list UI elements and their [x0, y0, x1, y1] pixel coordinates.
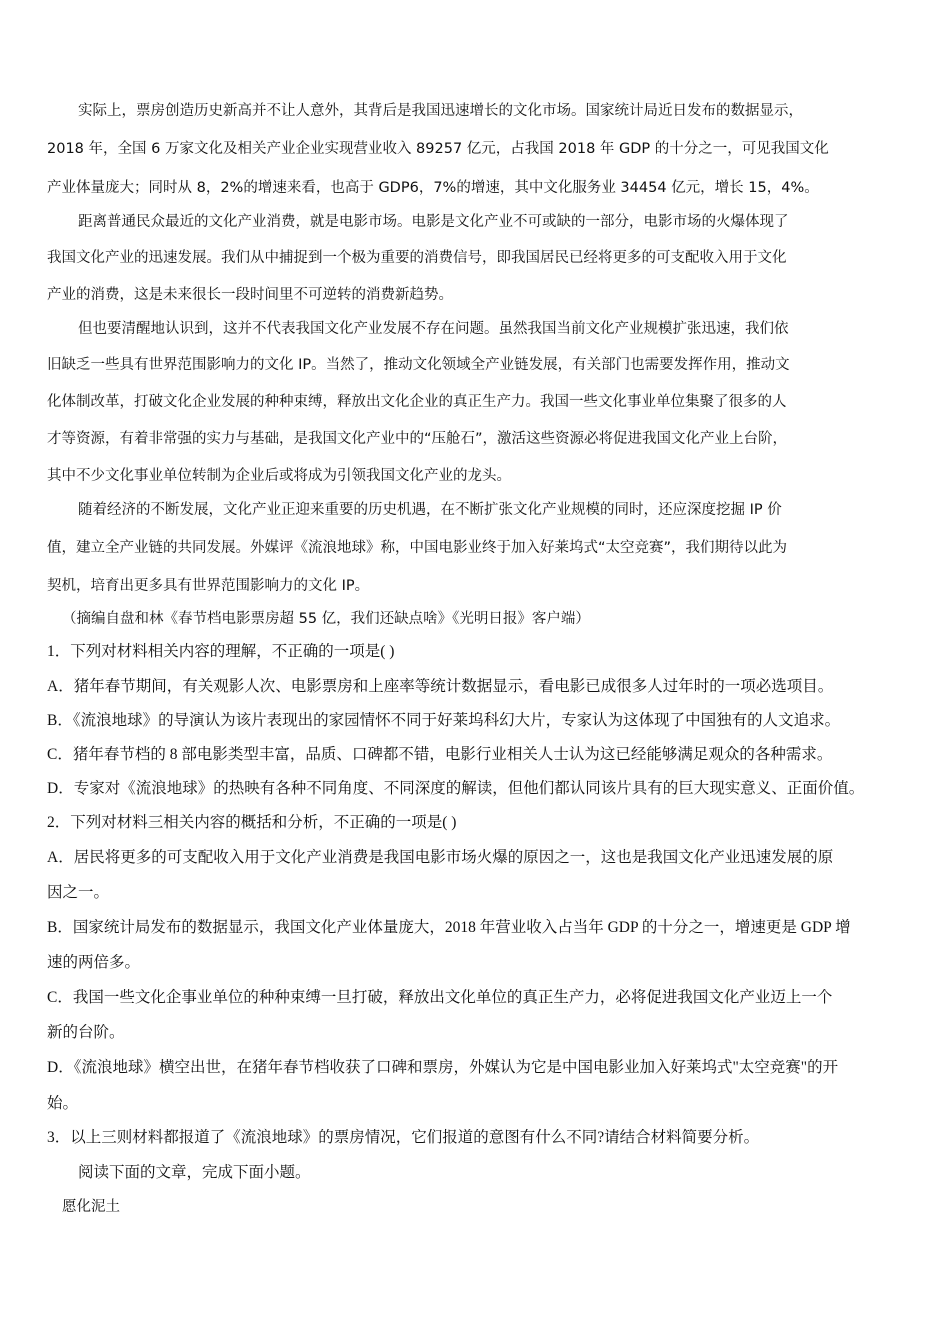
question-1-option-d: D．专家对《流浪地球》的热映有各种不同角度、不同深度的解读，但他们都认同该片具有的巨大现实意义、正面价值。: [47, 780, 865, 797]
question-3-stem: 3．以上三则材料都报道了《流浪地球》的票房情况，它们报道的意图有什么不同?请结合材料简要分析。: [47, 1129, 760, 1146]
article-title: 愿化泥土: [62, 1199, 120, 1215]
passage-p3-line3: 化体制改革，打破文化企业发展的种种束缚，释放出文化企业的真正生产力。我国一些文化事业单位集聚了很多的人: [47, 394, 787, 410]
passage-p3-line4: 才等资源，有着非常强的实力与基础，是我国文化产业中的“压舱石”，激活这些资源必将促进我国文化产业上台阶，: [47, 431, 788, 447]
question-2-stem: 2．下列对材料三相关内容的概括和分析，不正确的一项是( ): [47, 814, 457, 831]
question-1-option-a: A．猪年春节期间，有关观影人次、电影票房和上座率等统计数据显示，看电影已成很多人过年时的一项必选项目。: [47, 678, 834, 695]
passage-p2-line1: 距离普通民众最近的文化产业消费，就是电影市场。电影是文化产业不可或缺的一部分，电影市场的火爆体现了: [78, 214, 789, 230]
question-1-option-b: B．《流浪地球》的导演认为该片表现出的家园情怀不同于好莱坞科幻大片，专家认为这体现了中国独有的人文追求。: [47, 712, 841, 729]
question-2-option-c-line2: 新的台阶。: [47, 1024, 125, 1041]
question-2-option-a-line2: 因之一。: [47, 884, 110, 901]
passage-p2-line2: 我国文化产业的迅速发展。我们从中捕捉到一个极为重要的消费信号，即我国居民已经将更多的可支配收入用于文化: [47, 250, 787, 266]
passage-p1-line1: 实际上，票房创造历史新高并不让人意外，其背后是我国迅速增长的文化市场。国家统计局近日发布的数据显示，: [78, 103, 803, 119]
question-2-option-d-line2: 始。: [47, 1095, 79, 1112]
passage-p3-line1: 但也要清醒地认识到，这并不代表我国文化产业发展不存在问题。虽然我国当前文化产业规模扩张迅速，我们依: [78, 321, 789, 337]
passage-p4-line2: 值，建立全产业链的共同发展。外媒评《流浪地球》称，中国电影业终于加入好莱坞式“太空竞赛”，我们期待以此为: [47, 540, 788, 556]
passage-p4-line3: 契机，培育出更多具有世界范围影响力的文化 IP。: [47, 578, 370, 594]
passage-p1-line2: 2018 年，全国 6 万家文化及相关产业企业实现营业收入 89257 亿元，占我国 2018 年 GDP 的十分之一，可见我国文化: [47, 141, 829, 157]
passage-p1-line3: 产业体量庞大；同时从 8，2%的增速来看，也高于 GDP6，7%的增速，其中文化服务业 34454 亿元，增长 15，4%。: [47, 180, 819, 196]
reading-instruction: 阅读下面的文章，完成下面小题。: [78, 1164, 311, 1181]
passage-p3-line2: 旧缺乏一些具有世界范围影响力的文化 IP。当然了，推动文化领域全产业链发展，有关部门也需要发挥作用，推动文: [47, 357, 790, 373]
question-2-option-a-line1: A．居民将更多的可支配收入用于文化产业消费是我国电影市场火爆的原因之一，这也是我国文化产业迅速发展的原: [47, 849, 834, 866]
passage-p3-line5: 其中不少文化事业单位转制为企业后或将成为引领我国文化产业的龙头。: [47, 468, 511, 484]
passage-p4-line1: 随着经济的不断发展，文化产业正迎来重要的历史机遇，在不断扩张文化产业规模的同时，还应深度挖掘 IP 价: [78, 502, 782, 518]
passage-p2-line3: 产业的消费，这是未来很长一段时间里不可逆转的消费新趋势。: [47, 287, 453, 303]
question-1-option-c: C．猪年春节档的 8 部电影类型丰富，品质、口碑都不错，电影行业相关人士认为这已经能够满足观众的各种需求。: [47, 746, 833, 763]
question-2-option-c-line1: C．我国一些文化企事业单位的种种束缚一旦打破，释放出文化单位的真正生产力，必将促进我国文化产业迈上一个: [47, 989, 833, 1006]
question-2-option-d-line1: D．《流浪地球》横空出世，在猪年春节档收获了口碑和票房，外媒认为它是中国电影业加入好莱坞式"太空竞赛"的开: [47, 1059, 839, 1076]
question-2-option-b-line2: 速的两倍多。: [47, 954, 141, 971]
question-1-stem: 1．下列对材料相关内容的理解，不正确的一项是( ): [47, 643, 395, 660]
passage-source: （摘编自盘和林《春节档电影票房超 55 亿，我们还缺点啥》《光明日报》客户端）: [62, 611, 590, 627]
question-2-option-b-line1: B．国家统计局发布的数据显示，我国文化产业体量庞大，2018 年营业收入占当年 GDP 的十分之一，增速更是 GDP 增: [47, 919, 851, 936]
